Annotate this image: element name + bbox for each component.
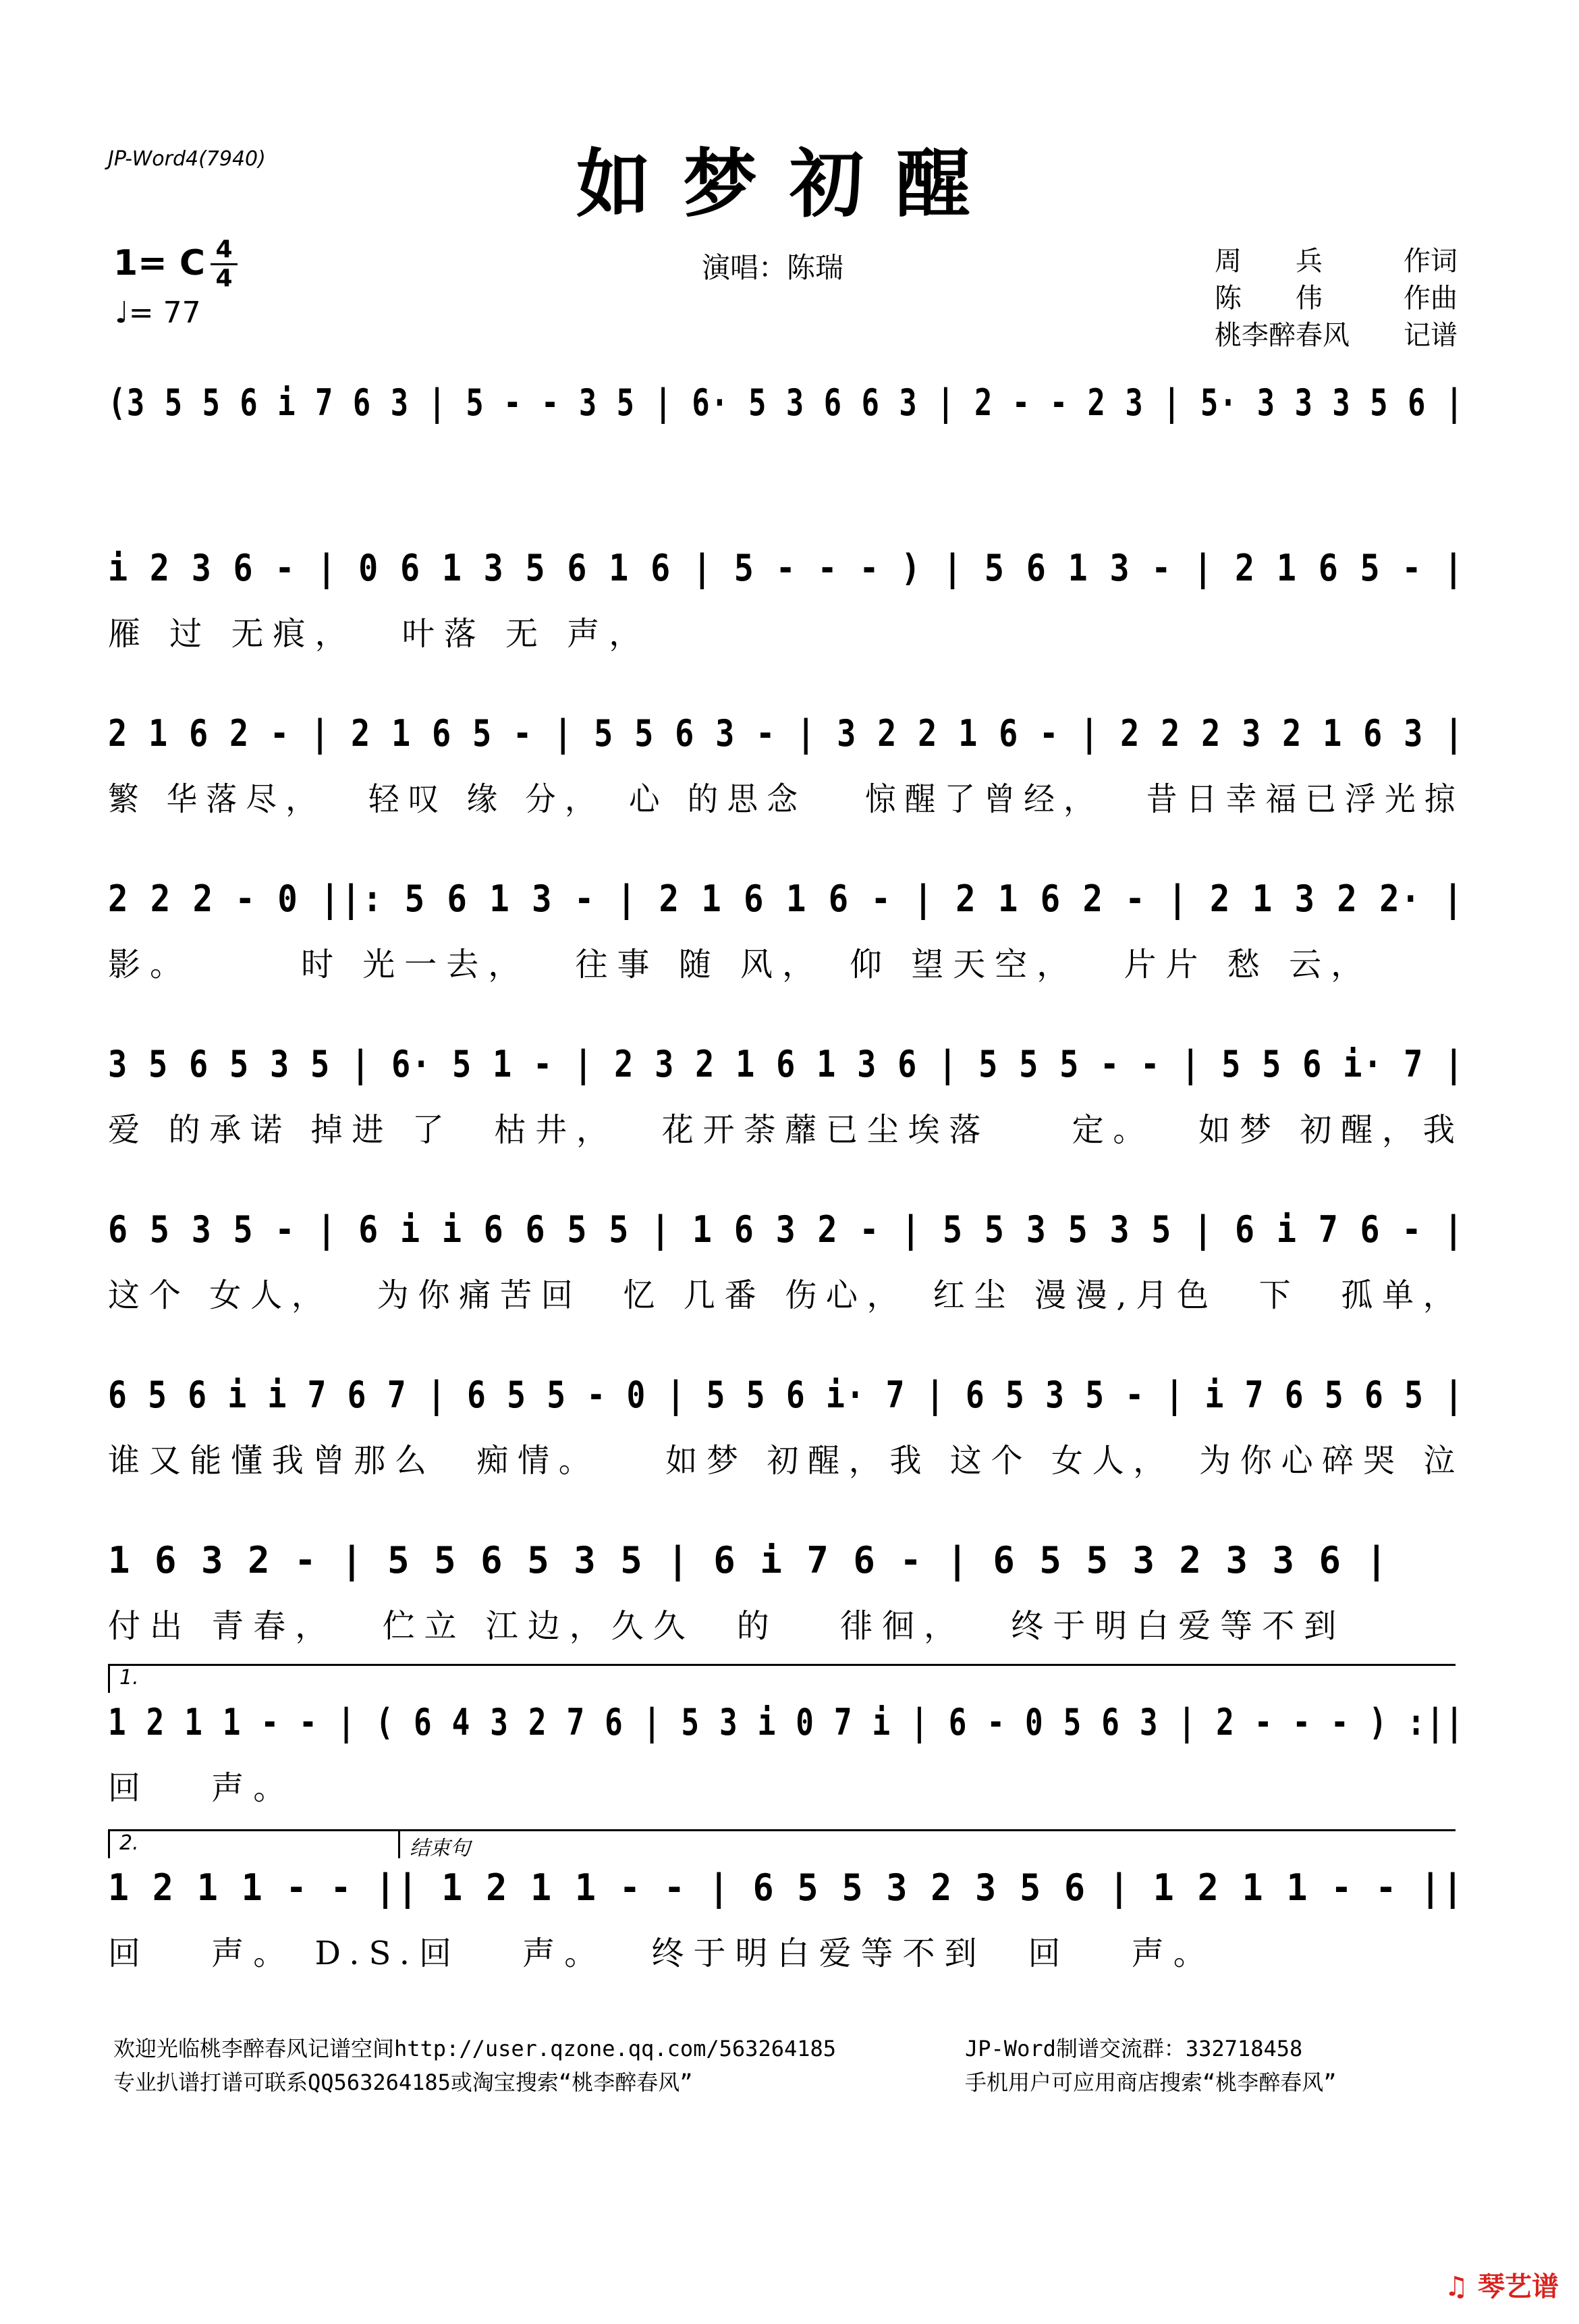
notation-row: 6 5 3 5 - | 6 i i 6 6 5 5 | 1 6 3 2 - | 5 5 3 5 3 5 | 6 i 7 6 - | — [108, 1208, 1465, 1251]
score-line — [108, 712, 1465, 818]
score-line — [108, 877, 1464, 983]
volta-bracket: 1. — [108, 1664, 1456, 1693]
song-title: 如梦初醒 — [576, 140, 1003, 227]
footer-line1-left: 欢迎光临桃李醉春风记谱空间http://user.qzone.qq.com/563264185 — [113, 2036, 837, 2061]
site-logo: ♫ 琴艺谱 — [1444, 2271, 1559, 2302]
ending-label: 结束句 — [398, 1829, 1456, 1858]
score-line — [108, 1043, 1465, 1149]
score-line — [108, 1831, 1465, 1972]
notation-row: 6 5 6 i i 7 6 7 | 6 5 5 - 0 | 5 5 6 i· 7 | 6 5 3 5 - | i 7 6 5 6 5 | — [108, 1374, 1464, 1416]
software-label: JP-Word4(7940) — [108, 147, 266, 171]
notation-row: 3 5 6 5 3 5 | 6· 5 1 - | 2 3 2 1 6 1 3 6 | 5 5 5 - - | 5 5 6 i· 7 | — [108, 1043, 1465, 1085]
score-line — [108, 1539, 1464, 1645]
notation-row: 2 1 6 2 - | 2 1 6 5 - | 5 5 6 3 - | 3 2 2 1 6 - | 2 2 2 3 2 1 6 3 | — [108, 712, 1465, 755]
footer-line2-right: 手机用户可应用商店搜索“桃李醉春风” — [965, 2070, 1337, 2095]
notation-row: 2 2 2 - 0 ||: 5 6 1 3 - | 2 1 6 1 6 - | 2 1 6 2 - | 2 1 3 2 2· | — [108, 877, 1464, 920]
notation-row: (3 5 5 6 i 7 6 3 | 5 - - 3 5 | 6· 5 3 6 6 3 | 2 - - 2 3 | 5· 3 3 3 5 6 | — [108, 381, 1464, 424]
lyric-row: 谁又能懂我曾那么 痴情。 如梦 初醒，我 这个 女人， 为你心碎哭 泣 — [108, 1442, 1465, 1480]
lyric-row: 回 声。 D.S.回 声。 终于明白爱等不到 回 声。 — [108, 1935, 1215, 1972]
lyric-row: 雁 过 无痕， 叶落 无 声， — [108, 615, 651, 653]
notation-row: 1 2 1 1 - - || 1 2 1 1 - - | 6 5 5 3 2 3 5 6 | 1 2 1 1 - - || — [108, 1866, 1465, 1909]
score-line — [108, 381, 1464, 456]
lyric-row: 回 声。 — [108, 1769, 296, 1807]
logo-icon: ♫ — [1444, 2271, 1469, 2302]
score-line — [108, 1208, 1465, 1314]
volta-bracket: 2. — [108, 1829, 403, 1858]
notation-row: i 2 3 6 - | 0 6 1 3 5 6 1 6 | 5 - - - ) | 5 6 1 3 - | 2 1 6 5 - | — [108, 547, 1465, 589]
lyric-row: 繁 华落尽， 轻叹 缘 分， 心 的思念 惊醒了曾经， 昔日幸福已浮光掠 — [108, 780, 1464, 818]
footer-line1-right: JP-Word制谱交流群：332718458 — [965, 2036, 1303, 2061]
lyric-row: 付出 青春， 伫立 江边，久久 的 徘徊， 终于明白爱等不到 — [108, 1607, 1346, 1645]
tempo: ♩= 77 — [115, 296, 201, 330]
singer: 演唱：陈瑞 — [702, 251, 844, 284]
footer-line2-left: 专业扒谱打谱可联系QQ563264185或淘宝搜索“桃李醉春风” — [113, 2070, 693, 2095]
credit-lyricist: 周 兵 作词 — [1215, 246, 1458, 277]
lyric-row: 影。 时 光一去， 往事 随 风， 仰 望天空， 片片 愁 云， — [108, 946, 1373, 983]
time-top: 4 — [215, 236, 233, 263]
key-signature: 1= C — [113, 243, 206, 283]
notation-row: 1 2 1 1 - - | ( 6 4 3 2 7 6 | 5 3 i 0 7 i | 6 - 0 5 6 3 | 2 - - - ) :|| — [108, 1701, 1465, 1744]
lyric-row: 这个 女人， 为你痛苦回 忆 几番 伤心， 红尘 漫漫,月色 下 孤单， — [108, 1276, 1464, 1314]
score-line — [108, 1374, 1465, 1480]
time-signature — [211, 238, 238, 291]
credit-composer: 陈 伟 作曲 — [1215, 283, 1458, 314]
time-bottom: 4 — [215, 265, 233, 292]
score-line — [108, 547, 1465, 653]
lyric-row: 爱 的承诺 掉进 了 枯井， 花开荼蘼已尘埃落 定。 如梦 初醒，我 — [108, 1111, 1464, 1149]
score-line — [108, 1666, 1465, 1807]
credit-transcriber: 桃李醉春风 记谱 — [1215, 320, 1458, 351]
notation-row: 1 6 3 2 - | 5 5 6 5 3 5 | 6 i 7 6 - | 6 5 5 3 2 3 3 6 | — [108, 1539, 1389, 1582]
